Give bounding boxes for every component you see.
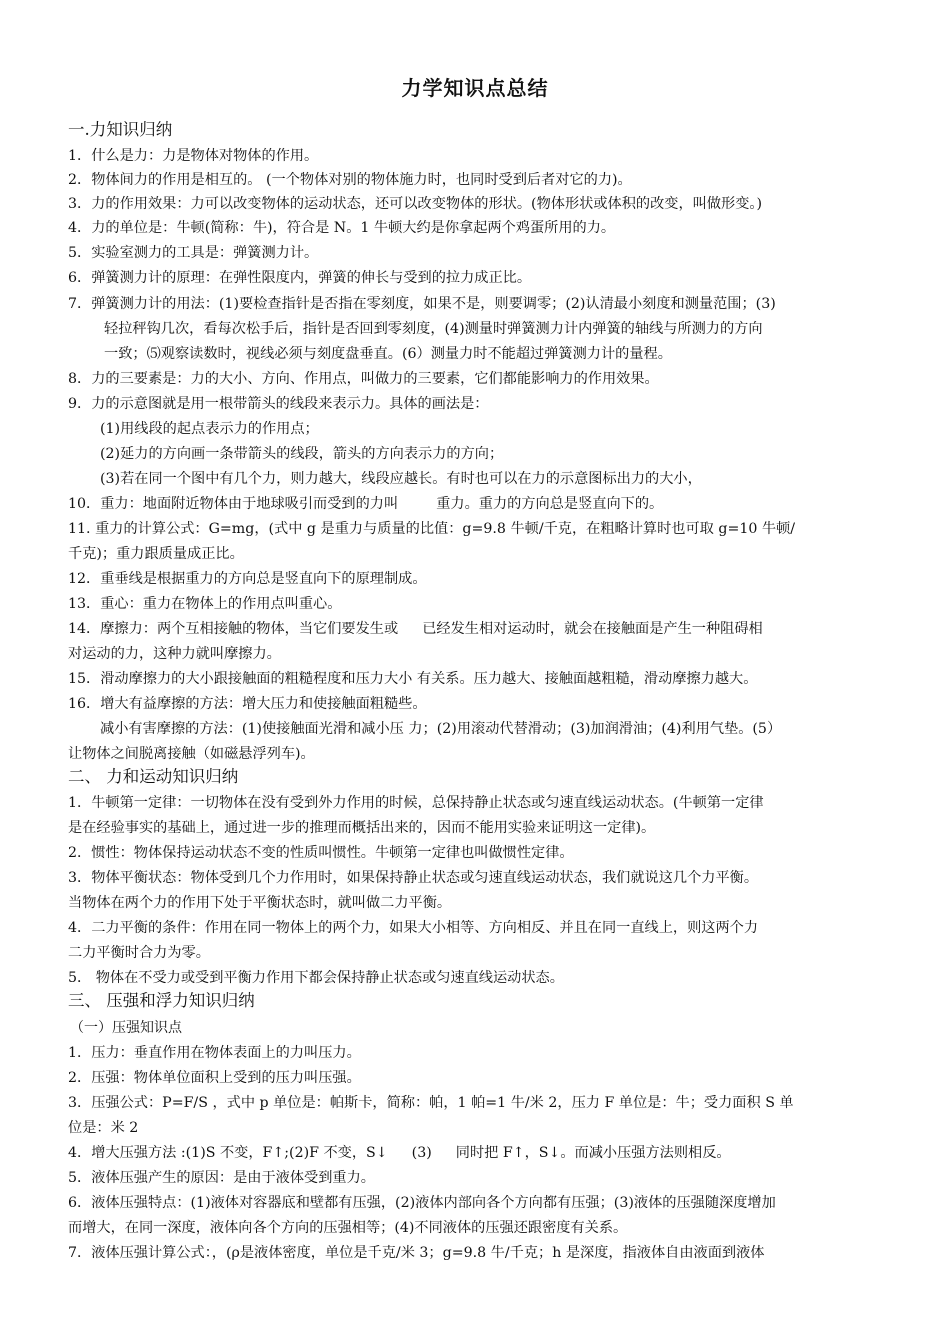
paragraph-line: 2．物体间力的作用是相互的。 (一个物体对别的物体施力时，也同时受到后者对它的力)。 [68, 172, 632, 188]
paragraph-line: 轻拉秤钩几次，看每次松手后，指针是否回到零刻度，(4)测量时弹簧测力计内弹簧的轴线与所测力的方向 [104, 321, 763, 337]
paragraph-line: 1．牛顿第一定律：一切物体在没有受到外力作用的时候，总保持静止状态或匀速直线运动状态。(牛顿第一定律 [68, 795, 764, 811]
paragraph-line: 1．压力：垂直作用在物体表面上的力叫压力。 [68, 1045, 361, 1061]
paragraph-line [68, 494, 663, 514]
paragraph-line: 4．二力平衡的条件：作用在同一物体上的两个力，如果大小相等、方向相反、并且在同一直线上，则这两个力 [68, 920, 759, 936]
paragraph-line: 16．增大有益摩擦的方法：增大压力和使接触面粗糙些。 [68, 696, 427, 712]
paragraph-line: 7．弹簧测力计的用法：(1)要检查指针是否指在零刻度，如果不是，则要调零；(2)认清最小刻度和测量范围；(3) [68, 296, 776, 312]
paragraph-line: 二力平衡时合力为零。 [68, 945, 210, 961]
text-segment: (3) [411, 1145, 432, 1161]
paragraph-line: 当物体在两个力的作用下处于平衡状态时，就叫做二力平衡。 [68, 895, 452, 911]
paragraph-line: (1)用线段的起点表示力的作用点； [100, 421, 319, 437]
paragraph-line: 8．力的三要素是：力的大小、方向、作用点，叫做力的三要素，它们都能影响力的作用效果。 [68, 371, 659, 387]
paragraph-line [68, 1143, 731, 1163]
text-segment: 已经发生相对运动时，就会在接触面是产生一种阻碍相 [422, 621, 763, 637]
paragraph-line: 3．物体平衡状态：物体受到几个力作用时，如果保持静止状态或匀速直线运动状态，我们就说这几个力平衡。 [68, 870, 759, 886]
text-segment: 14．摩擦力：两个互相接触的物体，当它们要发生或 [68, 621, 399, 637]
paragraph-line: 12．重垂线是根据重力的方向总是竖直向下的原理制成。 [68, 571, 427, 587]
text-segment: 同时把 F↑，S↓。而减小压强方法则相反。 [455, 1145, 731, 1161]
section-heading-force: 一.力知识归纳 [68, 120, 173, 139]
paragraph-line: 对运动的力，这种力就叫摩擦力。 [68, 646, 281, 662]
subsection-heading: （一）压强知识点 [70, 1020, 182, 1036]
paragraph-line: 千克)；重力跟质量成正比。 [68, 546, 244, 562]
text-segment: 10．重力：地面附近物体由于地球吸引而受到的力叫 [68, 496, 399, 512]
paragraph-line: 7．液体压强计算公式：，(ρ是液体密度，单位是千克/米 3；g=9.8 牛/千克；h 是深度，指液体自由液面到液体 [68, 1245, 765, 1261]
paragraph-line: 15．滑动摩擦力的大小跟接触面的粗糙程度和压力大小 有关系。压力越大、接触面越粗糙，滑动摩擦力越大。 [68, 671, 758, 687]
paragraph-line: 5．实验室测力的工具是：弹簧测力计。 [68, 245, 319, 261]
paragraph-line: 1．什么是力：力是物体对物体的作用。 [68, 148, 319, 164]
paragraph-line: 位是：米 2 [68, 1120, 139, 1136]
paragraph-line: 6．液体压强特点：(1)液体对容器底和壁都有压强，(2)液体内部向各个方向都有压强；(3)液体的压强随深度增加 [68, 1195, 776, 1211]
section-heading-force-motion: 二、 力和运动知识归纳 [68, 767, 239, 786]
page-title: 力学知识点总结 [401, 76, 549, 100]
paragraph-line: (2)延力的方向画一条带箭头的线段，箭头的方向表示力的方向； [100, 446, 504, 462]
paragraph-line: 11. 重力的计算公式：G=mg，(式中 g 是重力与质量的比值：g=9.8 牛顿/千克，在粗略计算时也可取 g=10 牛顿/ [68, 521, 796, 537]
paragraph-line: 2．压强：物体单位面积上受到的压力叫压强。 [68, 1070, 361, 1086]
paragraph-line: 一致；⑸观察读数时，视线必须与刻度盘垂直。(6）测量力时不能超过弹簧测力计的量程。 [104, 346, 672, 362]
paragraph-line: (3)若在同一个图中有几个力，则力越大，线段应越长。有时也可以在力的示意图标出力的大小， [100, 471, 702, 487]
paragraph-line: 减小有害摩擦的方法：(1)使接触面光滑和减小压 力；(2)用滚动代替滑动；(3)加润滑油；(4)利用气垫。(5） [100, 721, 782, 737]
section-heading-pressure-buoyancy: 三、 压强和浮力知识归纳 [68, 991, 255, 1010]
paragraph-line: 4．力的单位是：牛顿(简称：牛)，符合是 N。1 牛顿大约是你拿起两个鸡蛋所用的力。 [68, 220, 616, 236]
paragraph-line: 2．惯性：物体保持运动状态不变的性质叫惯性。牛顿第一定律也叫做惯性定律。 [68, 845, 574, 861]
paragraph-line: 13．重心：重力在物体上的作用点叫重心。 [68, 596, 342, 612]
paragraph-line: 而增大，在同一深度，液体向各个方向的压强相等；(4)不同液体的压强还跟密度有关系。 [68, 1220, 628, 1236]
paragraph-line: 5．液体压强产生的原因：是由于液体受到重力。 [68, 1170, 375, 1186]
paragraph-line: 9．力的示意图就是用一根带箭头的线段来表示力。具体的画法是： [68, 396, 489, 412]
paragraph-line: 3．力的作用效果：力可以改变物体的运动状态，还可以改变物体的形状。(物体形状或体积的改变，叫做形变。) [68, 196, 763, 212]
text-segment: 4．增大压强方法 :(1)S 不变，F↑;(2)F 不变，S↓ [68, 1145, 388, 1161]
paragraph-line [68, 619, 763, 639]
paragraph-line: 6．弹簧测力计的原理：在弹性限度内，弹簧的伸长与受到的拉力成正比。 [68, 270, 532, 286]
paragraph-line: 让物体之间脱离接触（如磁悬浮列车)。 [68, 746, 315, 762]
paragraph-line: 是在经验事实的基础上，通过进一步的推理而概括出来的，因而不能用实验来证明这一定律)。 [68, 820, 656, 836]
paragraph-line: 5． 物体在不受力或受到平衡力作用下都会保持静止状态或匀速直线运动状态。 [68, 970, 564, 986]
paragraph-line: 3．压强公式：P=F/S ，式中 p 单位是：帕斯卡，简称：帕，1 帕=1 牛/米 2，压力 F 单位是：牛；受力面积 S 单 [68, 1095, 794, 1111]
text-segment: 重力。重力的方向总是竖直向下的。 [436, 496, 664, 512]
